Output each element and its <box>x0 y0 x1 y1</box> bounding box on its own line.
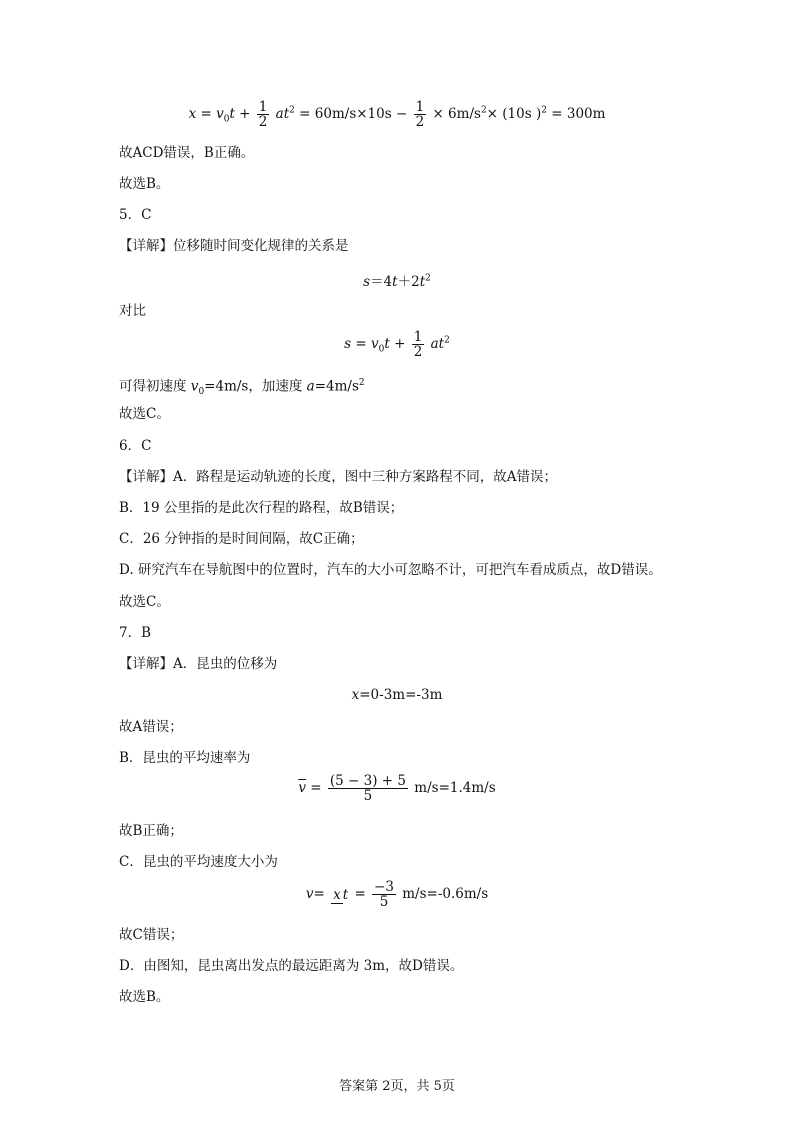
q6-option-c: C．26 分钟指的是时间间隔，故C正确； <box>119 531 364 547</box>
q7-number: 7．B <box>119 625 152 641</box>
q6-answer: 故选C。 <box>119 594 170 610</box>
q6-option-d: D. 研究汽车在导航图中的位置时，汽车的大小可忽略不计，可把汽车看成质点，故D错误。 <box>119 562 662 578</box>
q7-b-conclusion: 故B正确； <box>119 823 183 839</box>
q7-c-conclusion: 故C错误； <box>119 927 184 943</box>
q5-answer: 故选C。 <box>119 406 170 422</box>
q6-number: 6．C <box>119 438 152 454</box>
q7-speed-eq: $\overline{v}$ = $\frac{(5 - 3) + 5}{5}$ m/s=1.4m/s <box>298 773 496 804</box>
q5-equation-1: $s=4t+2t^2$ <box>363 273 431 290</box>
q5-detail: 【详解】位移随时间变化规律的关系是 <box>119 238 349 254</box>
detail-tag: 【详解】 <box>119 469 173 485</box>
detail-tag: 【详解】 <box>119 656 173 672</box>
q5-equation-2: $s = v_0t$ + $\frac{1}{2}$ $at^2$ <box>344 329 450 360</box>
q5-number: 5．C <box>119 207 152 223</box>
q7-a-conclusion: 故A错误； <box>119 719 183 735</box>
q5-compare: 对比 <box>119 303 146 319</box>
q6-option-b: B．19 公里指的是此次行程的路程，故B错误； <box>119 500 404 516</box>
q7-option-a: 【详解】A．昆虫的位移为 <box>119 656 278 672</box>
q6-option-a: 【详解】A．路程是运动轨迹的长度，图中三种方案路程不同，故A错误； <box>119 469 557 485</box>
q7-displacement-eq: x=0-3m=-3m <box>351 687 443 703</box>
detail-tag: 【详解】 <box>119 238 173 254</box>
q7-option-d: D．由图知，昆虫离出发点的最远距离为 3m，故D错误。 <box>119 958 464 974</box>
q5-result: 可得初速度 $v_0=4m/s$，加速度 $a=4m/s^2$ <box>119 378 365 398</box>
page-footer: 答案第 2页，共 5页 <box>339 1079 455 1094</box>
q7-velocity-eq: v= x t = $\frac{-3}{5}$ m/s=-0.6m/s <box>305 879 489 910</box>
q4-answer: 故选B。 <box>119 176 170 192</box>
q7-option-b: B．昆虫的平均速率为 <box>119 750 251 766</box>
q4-conclusion: 故ACD错误，B正确。 <box>119 145 255 161</box>
q7-option-c: C．昆虫的平均速度大小为 <box>119 854 278 870</box>
q7-answer: 故选B。 <box>119 989 170 1005</box>
q4-formula: $x = v_0t$ + $\frac{1}{2}$ $at^2 = 60m/s\times 10s$ − $\frac{1}{2}$ × $6m/s^2\times (10s$ )$^2$ = 300m <box>188 99 606 130</box>
